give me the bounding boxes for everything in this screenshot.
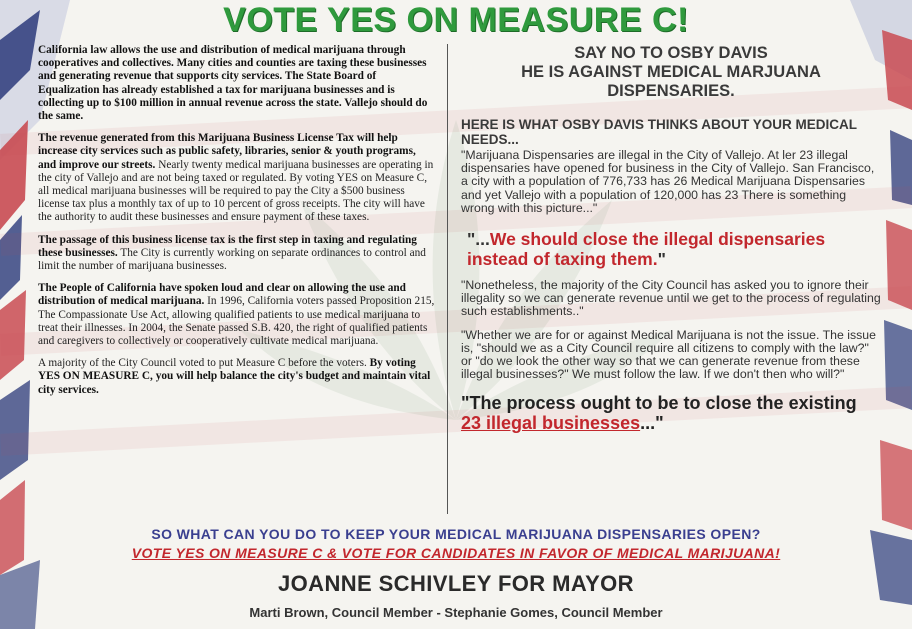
here-is-heading: HERE IS WHAT OSBY DAVIS THINKS ABOUT YOUR MEDICAL NEEDS... xyxy=(461,117,857,147)
left-paragraph-1: California law allows the use and distribution of medical marijuana through cooperatives and collectives. Many cities and counties are taxing these businesses and generating revenue that supports city services. The State Board of Equalization has already established a tax for marijuana businesses and is collecting up to $100 million in annual revenue across the state. Vallejo should do the same. xyxy=(38,44,428,123)
quote-1: "Marijuana Dispensaries are illegal in the City of Vallejo. At ler 23 illegal dispensaries have opened for business in the City of Vallejo. San Francisco, a city with a population of 776,733 has 26 Medical Marijuana Dispensaries and yet Vallejo with a population of 120,000 has 23 There is something wrong with this picture..." xyxy=(461,148,875,215)
say-no-heading: SAY NO TO OSBY DAVIS HE IS AGAINST MEDICAL MARJUANA DISPENSARIES. xyxy=(521,44,821,100)
mayor-line: JOANNE SCHIVLEY FOR MAYOR xyxy=(278,571,634,596)
so-what-line: SO WHAT CAN YOU DO TO KEEP YOUR MEDICAL MARIJUANA DISPENSARIES OPEN? xyxy=(151,526,761,542)
council-line: Marti Brown, Council Member - Stephanie Gomes, Council Member xyxy=(249,605,663,620)
left-column xyxy=(38,44,436,406)
right-column xyxy=(461,44,881,433)
headline: VOTE YES ON MEASURE C! xyxy=(223,1,689,39)
vote-yes-line: VOTE YES ON MEASURE C & VOTE FOR CANDIDATES IN FAVOR OF MEDICAL MARIJUANA! xyxy=(131,545,781,561)
left-paragraph-3: The passage of this business license tax is the first step in taxing and regulating these businesses. The City is currently working on separate ordinances to control and limit the number of marijuana businesses. xyxy=(38,233,426,273)
quote-3: "Whether we are for or against Medical Marijuana is not the issue. The issue is, "should we as a City Council require all citizens to comply with the law?" or "do we look the other way so that we can generate revenue from these illegal businesses?" We must follow the law. If we don't then who will?" xyxy=(461,327,876,382)
quote-2: "Nonetheless, the majority of the City Council has asked you to ignore their illegality so we can generate revenue until we get to the process of regulating such establishments.." xyxy=(461,278,881,319)
left-paragraph-2: The revenue generated from this Marijuana Business License Tax will help increase city services such as public safety, libraries, senior & youth programs, and improve our streets. Nearly twenty medical marijuana businesses are operating in the city of Vallejo and are not being taxed or regulated. By voting YES on Measure C, all medical marijuana businesses will be required to pay the City a $500 business license tax plus a monthly tax of up to 10 percent of gross receipts. The city will have the authority to audit these businesses and ensure payment of these taxes. xyxy=(38,132,434,224)
pull-quote: "...We should close the illegal dispensaries instead of taxing them." xyxy=(467,229,826,270)
left-paragraph-4: The People of California have spoken loud and clear on allowing the use and distribution of medical marijuana. In 1996, California voters passed Proposition 215, The Compassionate Use Act, allowing qualified patients to use medical marijuana to treat their illnesses. In 2004, the Senate passed S.B. 420, the right of qualified patients and caregivers to collectively or cooperatively cultivate medical marijuana. xyxy=(38,282,435,348)
column-divider xyxy=(447,44,448,514)
process-quote: "The process ought to be to close the existing 23 illegal businesses..." xyxy=(461,393,857,434)
left-paragraph-5: A majority of the City Council voted to put Measure C before the voters. By voting YES ON MEASURE C, you will help balance the city's budget and maintain vital city services. xyxy=(38,357,431,396)
